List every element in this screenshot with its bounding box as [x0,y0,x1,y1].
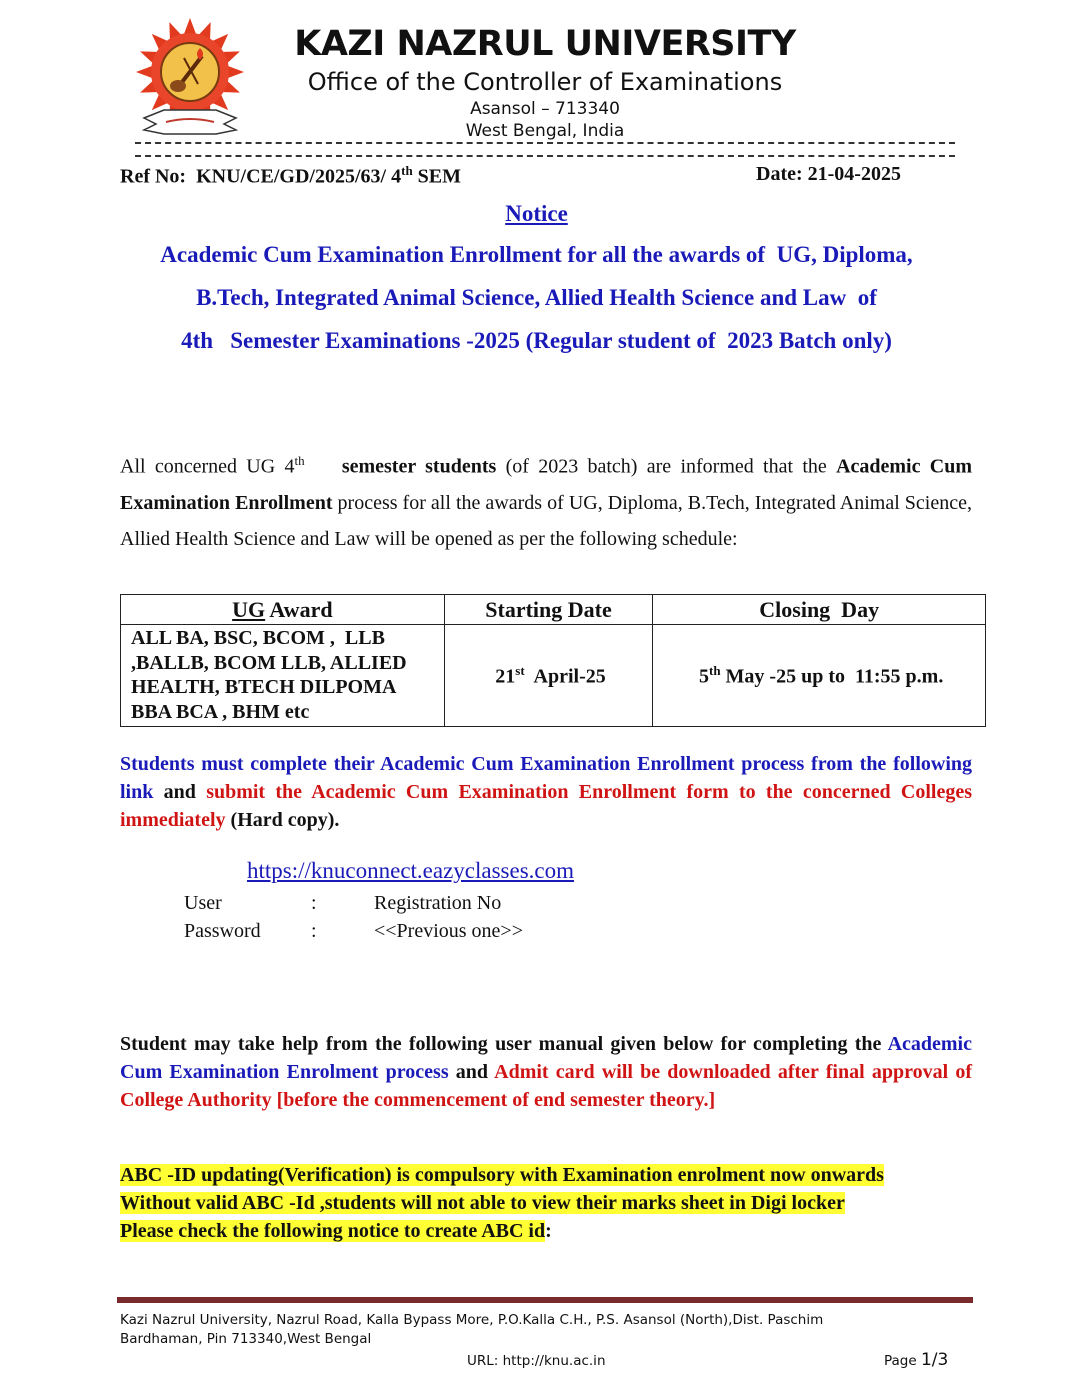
instruction-blue-text: Students must complete their Academic Cum Examination Enrollment process from the following link [120,753,972,803]
page-number: 1/3 [920,1350,949,1370]
start-rest: April-25 [524,665,606,688]
header-closing-day: Closing Day [653,595,986,625]
page-label: Page [884,1353,921,1369]
instruction-paragraph [120,750,972,834]
cell-closing-day [653,625,986,727]
awards-line-2: ,BALLB, BCOM LLB, ALLIED [131,651,407,674]
notice-date: Date: 21-04-2025 [756,163,901,185]
table-row [121,625,986,727]
cell-awards [121,625,445,727]
address-line-1: Asansol – 713340 [470,99,620,119]
header-separator [135,142,955,157]
reference-number [120,163,461,189]
instruction-and: and [153,781,207,803]
close-superscript: th [708,662,721,678]
table-header-row [121,595,986,625]
intro-text-3: process for all the awards of UG, Diploma, B.Tech, Integrated Animal Science, Allied Health Science and Law will be opened as per the following schedule: [120,491,972,550]
awards-line-4: BBA BCA , BHM etc [131,700,310,723]
footer-url: URL: http://knu.ac.in [467,1353,606,1369]
header-starting-date: Starting Date [444,595,653,625]
university-name: KAZI NAZRUL UNIVERSITY [294,24,796,64]
headline-line-3: 4th Semester Examinations -2025 (Regular student of 2023 Batch only) [181,328,892,353]
intro-bold-2: Academic Cum Examination Enrollment [120,455,973,514]
password-label: Password [184,920,261,942]
cell-starting-date [444,625,653,727]
manual-intro-text: Student may take help from the following user manual given below for completing the [120,1033,888,1055]
enrollment-portal-link[interactable]: https://knuconnect.eazyclasses.com [247,858,575,883]
header-ug-text: UG [232,596,266,622]
password-value: <<Previous one>> [374,920,523,942]
header-award-text: Award [265,596,333,622]
headline-line-2: B.Tech, Integrated Animal Science, Allied Health Science and Law of [196,285,877,310]
notice-title: Notice [505,201,568,226]
ref-superscript: th [401,163,413,178]
password-colon: : [311,920,317,942]
start-day: 21 [495,665,516,688]
abc-line-3: Please check the following notice to create ABC id [120,1220,546,1242]
start-superscript: st [515,662,525,678]
user-value: Registration No [374,892,502,914]
ref-suffix: SEM [412,165,462,188]
header-ug-award [121,595,445,625]
awards-line-1: ALL BA, BSC, BCOM , LLB [131,627,385,649]
footer-rule [117,1297,973,1303]
intro-paragraph [120,443,972,557]
manual-blue-text: Academic Cum Examination Enrolment process [120,1033,972,1083]
instruction-red-text: submit the Academic Cum Examination Enrollment form to the concerned Colleges immediately [120,781,972,831]
intro-text-2: (of 2023 batch) are informed that the [496,455,837,478]
abc-line-2: Without valid ABC -Id ,students will not able to view their marks sheet in Digi locker [120,1192,845,1214]
schedule-table [120,594,986,727]
close-rest: May -25 up to 11:55 p.m. [720,665,944,688]
abc-id-notice [120,1161,884,1245]
abc-line-1: ABC -ID updating(Verification) is compulsory with Examination enrolment now onwards [120,1164,884,1186]
ref-number: KNU/CE/GD/2025/63/ 4 [196,165,402,188]
manual-and: and [448,1061,495,1083]
ref-label: Ref No: [120,165,187,188]
abc-line-3-colon: : [545,1220,552,1242]
page-indicator [884,1350,948,1370]
intro-superscript: th [294,453,305,468]
manual-paragraph [120,1030,972,1114]
intro-text-1: All concerned UG 4 [120,455,295,478]
office-title: Office of the Controller of Examinations [307,68,783,96]
manual-red-text: Admit card will be downloaded after final approval of College Authority [before the commencement of end semester theory.] [120,1061,973,1111]
user-colon: : [311,892,317,914]
footer-address: Kazi Nazrul University, Nazrul Road, Kalla Bypass More, P.O.Kalla C.H., P.S. Asansol (North),Dist. Paschim Bardhaman, Pin 713340,West Bengal [120,1312,824,1347]
instruction-hard-copy: (Hard copy). [225,809,340,831]
close-day: 5 [698,665,709,688]
address-line-2: West Bengal, India [465,121,625,141]
user-label: User [184,892,222,914]
headline-line-1: Academic Cum Examination Enrollment for all the awards of UG, Diploma, [160,242,913,267]
intro-bold-1: semester students [341,455,497,478]
awards-line-3: HEALTH, BTECH DILPOMA [131,676,397,698]
